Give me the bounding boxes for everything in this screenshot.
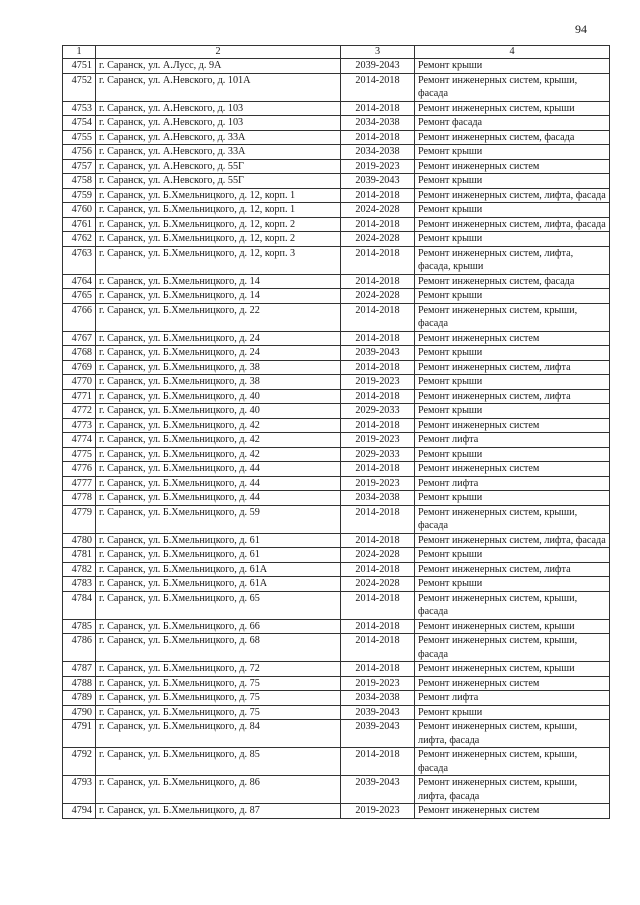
row-address: г. Саранск, ул. А.Невского, д. 101А (96, 73, 341, 101)
table-row (63, 246, 610, 274)
table-row (63, 804, 610, 819)
column-header-address: 2 (96, 46, 341, 59)
table-row (63, 591, 610, 619)
row-address: г. Саранск, ул. Б.Хмельницкого, д. 61 (96, 533, 341, 548)
table-row (63, 634, 610, 662)
row-period: 2019-2023 (341, 159, 415, 174)
row-number: 4765 (63, 289, 96, 304)
row-period: 2019-2023 (341, 676, 415, 691)
row-address: г. Саранск, ул. Б.Хмельницкого, д. 44 (96, 476, 341, 491)
row-period: 2019-2023 (341, 433, 415, 448)
row-period: 2014-2018 (341, 130, 415, 145)
row-number: 4794 (63, 804, 96, 819)
row-number: 4778 (63, 491, 96, 506)
row-work: Ремонт крыши (415, 375, 610, 390)
row-number: 4791 (63, 720, 96, 748)
row-address: г. Саранск, ул. Б.Хмельницкого, д. 24 (96, 331, 341, 346)
row-work: Ремонт крыши (415, 174, 610, 189)
row-address: г. Саранск, ул. А.Лусс, д. 9А (96, 59, 341, 74)
row-address: г. Саранск, ул. Б.Хмельницкого, д. 22 (96, 303, 341, 331)
row-number: 4788 (63, 676, 96, 691)
row-period: 2014-2018 (341, 634, 415, 662)
table-row (63, 433, 610, 448)
row-address: г. Саранск, ул. Б.Хмельницкого, д. 75 (96, 676, 341, 691)
row-address: г. Саранск, ул. Б.Хмельницкого, д. 38 (96, 375, 341, 390)
table-row (63, 274, 610, 289)
row-number: 4760 (63, 203, 96, 218)
row-period: 2029-2033 (341, 404, 415, 419)
table-row (63, 59, 610, 74)
row-period: 2014-2018 (341, 462, 415, 477)
row-period: 2014-2018 (341, 748, 415, 776)
row-period: 2019-2023 (341, 804, 415, 819)
row-address: г. Саранск, ул. Б.Хмельницкого, д. 24 (96, 346, 341, 361)
row-work: Ремонт инженерных систем (415, 462, 610, 477)
row-period: 2014-2018 (341, 360, 415, 375)
row-number: 4759 (63, 188, 96, 203)
column-header-period: 3 (341, 46, 415, 59)
row-address: г. Саранск, ул. Б.Хмельницкого, д. 61А (96, 577, 341, 592)
row-period: 2014-2018 (341, 533, 415, 548)
row-work: Ремонт инженерных систем, лифта, фасада (415, 217, 610, 232)
row-number: 4751 (63, 59, 96, 74)
row-period: 2039-2043 (341, 705, 415, 720)
row-address: г. Саранск, ул. А.Невского, д. 55Г (96, 159, 341, 174)
row-period: 2024-2028 (341, 232, 415, 247)
row-period: 2014-2018 (341, 246, 415, 274)
row-work: Ремонт инженерных систем, лифта (415, 360, 610, 375)
row-period: 2019-2023 (341, 476, 415, 491)
row-number: 4782 (63, 562, 96, 577)
table-row (63, 705, 610, 720)
row-work: Ремонт инженерных систем, крыши (415, 101, 610, 116)
row-work: Ремонт инженерных систем, крыши, фасада (415, 591, 610, 619)
row-work: Ремонт крыши (415, 232, 610, 247)
row-number: 4777 (63, 476, 96, 491)
row-work: Ремонт крыши (415, 491, 610, 506)
row-number: 4784 (63, 591, 96, 619)
row-work: Ремонт лифта (415, 691, 610, 706)
row-address: г. Саранск, ул. Б.Хмельницкого, д. 85 (96, 748, 341, 776)
row-address: г. Саранск, ул. Б.Хмельницкого, д. 65 (96, 591, 341, 619)
row-address: г. Саранск, ул. Б.Хмельницкого, д. 14 (96, 289, 341, 304)
row-number: 4761 (63, 217, 96, 232)
row-work: Ремонт инженерных систем, лифта, фасада (415, 188, 610, 203)
row-number: 4776 (63, 462, 96, 477)
repair-schedule-table (62, 45, 610, 819)
table-row (63, 145, 610, 160)
table-row (63, 174, 610, 189)
row-address: г. Саранск, ул. Б.Хмельницкого, д. 84 (96, 720, 341, 748)
row-work: Ремонт инженерных систем, крыши, фасада (415, 73, 610, 101)
row-period: 2014-2018 (341, 217, 415, 232)
table-row (63, 101, 610, 116)
row-address: г. Саранск, ул. Б.Хмельницкого, д. 42 (96, 447, 341, 462)
row-period: 2034-2038 (341, 116, 415, 131)
row-address: г. Саранск, ул. Б.Хмельницкого, д. 44 (96, 491, 341, 506)
row-period: 2029-2033 (341, 447, 415, 462)
row-address: г. Саранск, ул. Б.Хмельницкого, д. 59 (96, 505, 341, 533)
row-number: 4754 (63, 116, 96, 131)
row-work: Ремонт крыши (415, 346, 610, 361)
row-work: Ремонт инженерных систем, крыши, фасада (415, 748, 610, 776)
row-address: г. Саранск, ул. Б.Хмельницкого, д. 86 (96, 776, 341, 804)
row-number: 4769 (63, 360, 96, 375)
table-row (63, 619, 610, 634)
row-work: Ремонт крыши (415, 705, 610, 720)
row-period: 2014-2018 (341, 101, 415, 116)
row-work: Ремонт инженерных систем, крыши, лифта, фасада (415, 720, 610, 748)
row-address: г. Саранск, ул. Б.Хмельницкого, д. 72 (96, 662, 341, 677)
row-address: г. Саранск, ул. Б.Хмельницкого, д. 42 (96, 433, 341, 448)
table-row (63, 232, 610, 247)
table-row (63, 389, 610, 404)
row-address: г. Саранск, ул. Б.Хмельницкого, д. 12, корп. 1 (96, 188, 341, 203)
row-period: 2039-2043 (341, 346, 415, 361)
row-number: 4793 (63, 776, 96, 804)
table-row (63, 130, 610, 145)
row-period: 2014-2018 (341, 188, 415, 203)
row-period: 2024-2028 (341, 548, 415, 563)
table-row (63, 462, 610, 477)
row-address: г. Саранск, ул. Б.Хмельницкого, д. 68 (96, 634, 341, 662)
row-period: 2024-2028 (341, 203, 415, 218)
row-number: 4771 (63, 389, 96, 404)
row-address: г. Саранск, ул. А.Невского, д. 55Г (96, 174, 341, 189)
table-row (63, 776, 610, 804)
table-row (63, 720, 610, 748)
row-period: 2014-2018 (341, 303, 415, 331)
table-row (63, 375, 610, 390)
row-period: 2039-2043 (341, 174, 415, 189)
table-row (63, 404, 610, 419)
row-period: 2014-2018 (341, 274, 415, 289)
row-period: 2034-2038 (341, 491, 415, 506)
row-address: г. Саранск, ул. Б.Хмельницкого, д. 14 (96, 274, 341, 289)
row-number: 4767 (63, 331, 96, 346)
table-row (63, 748, 610, 776)
row-work: Ремонт инженерных систем, фасада (415, 130, 610, 145)
row-address: г. Саранск, ул. Б.Хмельницкого, д. 87 (96, 804, 341, 819)
row-period: 2039-2043 (341, 776, 415, 804)
row-number: 4779 (63, 505, 96, 533)
table-row (63, 577, 610, 592)
row-address: г. Саранск, ул. А.Невского, д. 33А (96, 130, 341, 145)
row-period: 2039-2043 (341, 59, 415, 74)
row-work: Ремонт инженерных систем, крыши, фасада (415, 634, 610, 662)
row-number: 4755 (63, 130, 96, 145)
row-address: г. Саранск, ул. Б.Хмельницкого, д. 38 (96, 360, 341, 375)
row-address: г. Саранск, ул. Б.Хмельницкого, д. 12, корп. 2 (96, 232, 341, 247)
row-work: Ремонт фасада (415, 116, 610, 131)
row-number: 4781 (63, 548, 96, 563)
row-period: 2014-2018 (341, 619, 415, 634)
row-work: Ремонт инженерных систем, крыши, лифта, фасада (415, 776, 610, 804)
row-work: Ремонт инженерных систем, фасада (415, 274, 610, 289)
table-row (63, 159, 610, 174)
row-number: 4757 (63, 159, 96, 174)
row-number: 4787 (63, 662, 96, 677)
table-row (63, 533, 610, 548)
row-period: 2014-2018 (341, 591, 415, 619)
row-period: 2024-2028 (341, 289, 415, 304)
row-work: Ремонт крыши (415, 404, 610, 419)
row-work: Ремонт крыши (415, 59, 610, 74)
row-address: г. Саранск, ул. Б.Хмельницкого, д. 44 (96, 462, 341, 477)
row-number: 4756 (63, 145, 96, 160)
row-work: Ремонт крыши (415, 577, 610, 592)
row-period: 2014-2018 (341, 73, 415, 101)
row-number: 4753 (63, 101, 96, 116)
row-number: 4768 (63, 346, 96, 361)
row-number: 4758 (63, 174, 96, 189)
row-work: Ремонт крыши (415, 447, 610, 462)
row-period: 2014-2018 (341, 662, 415, 677)
table-row (63, 476, 610, 491)
table-header-row (63, 46, 610, 59)
row-address: г. Саранск, ул. А.Невского, д. 103 (96, 101, 341, 116)
column-header-work: 4 (415, 46, 610, 59)
row-period: 2014-2018 (341, 331, 415, 346)
table-row (63, 289, 610, 304)
table-row (63, 188, 610, 203)
row-address: г. Саранск, ул. Б.Хмельницкого, д. 40 (96, 389, 341, 404)
table-row (63, 360, 610, 375)
row-number: 4773 (63, 418, 96, 433)
table-body (63, 59, 610, 819)
row-address: г. Саранск, ул. Б.Хмельницкого, д. 12, корп. 3 (96, 246, 341, 274)
row-work: Ремонт крыши (415, 203, 610, 218)
table-row (63, 116, 610, 131)
row-work: Ремонт инженерных систем (415, 676, 610, 691)
row-number: 4752 (63, 73, 96, 101)
table-row (63, 73, 610, 101)
table-row (63, 217, 610, 232)
row-period: 2024-2028 (341, 577, 415, 592)
row-number: 4792 (63, 748, 96, 776)
table-row (63, 491, 610, 506)
row-period: 2014-2018 (341, 562, 415, 577)
row-period: 2014-2018 (341, 418, 415, 433)
row-number: 4789 (63, 691, 96, 706)
table-row (63, 562, 610, 577)
table-row (63, 691, 610, 706)
row-number: 4772 (63, 404, 96, 419)
row-number: 4786 (63, 634, 96, 662)
row-work: Ремонт инженерных систем (415, 418, 610, 433)
row-work: Ремонт крыши (415, 548, 610, 563)
row-period: 2039-2043 (341, 720, 415, 748)
row-number: 4783 (63, 577, 96, 592)
row-address: г. Саранск, ул. Б.Хмельницкого, д. 61 (96, 548, 341, 563)
table-row (63, 303, 610, 331)
row-work: Ремонт инженерных систем, лифта (415, 562, 610, 577)
row-period: 2014-2018 (341, 389, 415, 404)
row-address: г. Саранск, ул. Б.Хмельницкого, д. 61А (96, 562, 341, 577)
row-number: 4762 (63, 232, 96, 247)
row-work: Ремонт инженерных систем (415, 159, 610, 174)
row-number: 4775 (63, 447, 96, 462)
row-period: 2019-2023 (341, 375, 415, 390)
row-number: 4764 (63, 274, 96, 289)
row-work: Ремонт инженерных систем (415, 804, 610, 819)
table-row (63, 676, 610, 691)
row-work: Ремонт инженерных систем, крыши (415, 662, 610, 677)
table-row (63, 331, 610, 346)
row-work: Ремонт инженерных систем, крыши, фасада (415, 303, 610, 331)
row-work: Ремонт инженерных систем (415, 331, 610, 346)
row-address: г. Саранск, ул. А.Невского, д. 103 (96, 116, 341, 131)
column-header-number: 1 (63, 46, 96, 59)
row-number: 4774 (63, 433, 96, 448)
row-period: 2014-2018 (341, 505, 415, 533)
row-address: г. Саранск, ул. Б.Хмельницкого, д. 12, корп. 1 (96, 203, 341, 218)
row-work: Ремонт крыши (415, 145, 610, 160)
row-address: г. Саранск, ул. Б.Хмельницкого, д. 75 (96, 691, 341, 706)
row-work: Ремонт лифта (415, 433, 610, 448)
table-row (63, 447, 610, 462)
row-address: г. Саранск, ул. А.Невского, д. 33А (96, 145, 341, 160)
row-work: Ремонт инженерных систем, лифта, фасада (415, 533, 610, 548)
row-number: 4780 (63, 533, 96, 548)
table-row (63, 505, 610, 533)
row-address: г. Саранск, ул. Б.Хмельницкого, д. 12, корп. 2 (96, 217, 341, 232)
table-row (63, 548, 610, 563)
row-number: 4763 (63, 246, 96, 274)
row-number: 4790 (63, 705, 96, 720)
row-number: 4785 (63, 619, 96, 634)
row-work: Ремонт инженерных систем, крыши (415, 619, 610, 634)
table-row (63, 346, 610, 361)
row-address: г. Саранск, ул. Б.Хмельницкого, д. 66 (96, 619, 341, 634)
page-number: 94 (575, 22, 587, 36)
row-number: 4766 (63, 303, 96, 331)
table-row (63, 203, 610, 218)
row-number: 4770 (63, 375, 96, 390)
row-address: г. Саранск, ул. Б.Хмельницкого, д. 40 (96, 404, 341, 419)
row-work: Ремонт лифта (415, 476, 610, 491)
row-work: Ремонт инженерных систем, лифта (415, 389, 610, 404)
row-address: г. Саранск, ул. Б.Хмельницкого, д. 75 (96, 705, 341, 720)
row-period: 2034-2038 (341, 145, 415, 160)
row-work: Ремонт инженерных систем, крыши, фасада (415, 505, 610, 533)
row-period: 2034-2038 (341, 691, 415, 706)
table-row (63, 662, 610, 677)
row-address: г. Саранск, ул. Б.Хмельницкого, д. 42 (96, 418, 341, 433)
table-row (63, 418, 610, 433)
row-work: Ремонт крыши (415, 289, 610, 304)
row-work: Ремонт инженерных систем, лифта, фасада, крыши (415, 246, 610, 274)
